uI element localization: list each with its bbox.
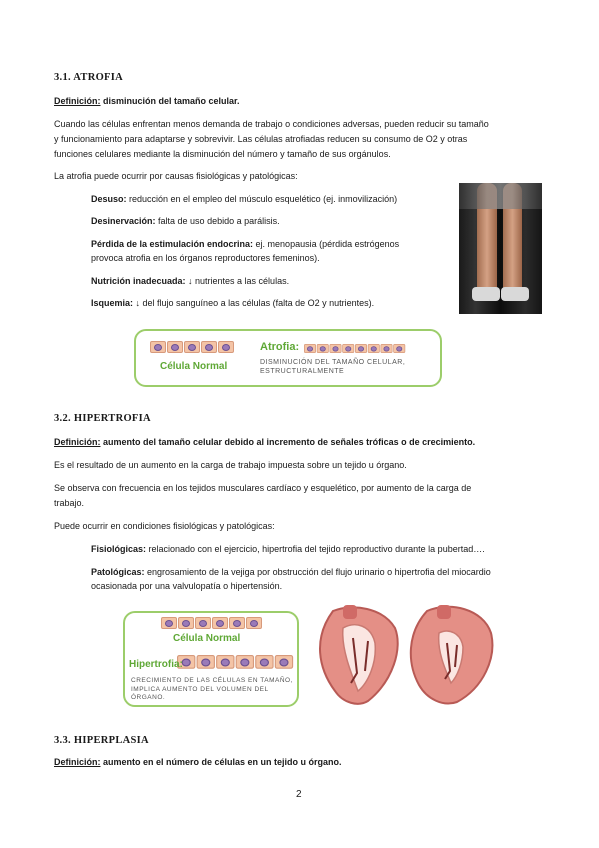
paragraph: La atrofia puede ocurrir por causas fisiológicas y patológicas: (54, 171, 298, 181)
definition-text: aumento en el número de células en un tejido u órgano. (100, 757, 342, 767)
cause-item (91, 275, 289, 288)
paragraph-line: Se observa con frecuencia en los tejidos musculares cardíaco y esquelético, por aumento de la carga de (54, 483, 472, 493)
paragraph: Es el resultado de un aumento en la carga de trabajo impuesta sobre un tejido u órgano. (54, 460, 407, 470)
condition-label: Patológicas: (91, 567, 145, 577)
condition-text: relacionado con el ejercicio, hipertrofia del tejido reproductivo durante la pubertad…. (146, 544, 485, 554)
section-heading-hipertrofia: 3.2. HIPERTROFIA (54, 413, 151, 424)
cause-text: reducción en el empleo del músculo esquelético (ej. inmovilización) (126, 194, 398, 204)
normal-heart-illustration (313, 603, 403, 706)
cause-item (91, 297, 374, 310)
condition-item (91, 566, 491, 579)
condition-item-continuation: ocasionada por una valvulopatía o hipertensión. (91, 581, 283, 591)
cause-item (91, 215, 280, 228)
cause-label: Pérdida de la estimulación endocrina: (91, 239, 254, 249)
definition-text: disminución del tamaño celular. (100, 96, 240, 106)
cause-label: Desinervación: (91, 216, 156, 226)
cause-item-continuation (91, 252, 320, 265)
paragraph-line: funciones celulares mediante la disminución del número y tamaño de sus orgánulos. (54, 149, 391, 159)
definition-label: Definición: (54, 437, 101, 447)
atrophy-diagram (134, 329, 442, 387)
definition-text: aumento del tamaño celular debido al incremento de señales tróficas o de crecimiento. (100, 437, 476, 447)
definition-hipertrofia (54, 436, 475, 449)
atrophied-leg-photo (459, 183, 542, 314)
condition-text: engrosamiento de la vejiga por obstrucción del flujo urinario o hipertrofia del miocardio (144, 567, 491, 577)
paragraph: Puede ocurrir en condiciones fisiológicas y patológicas: (54, 521, 275, 531)
cause-text: ↓ del flujo sanguíneo a las células (falta de O2 y nutrientes). (133, 298, 375, 308)
section-heading-hiperplasia: 3.3. HIPERPLASIA (54, 735, 149, 746)
hypertrophy-caption-line: IMPLICA AUMENTO DEL VOLUMEN DEL ÓRGANO. (131, 686, 269, 701)
definition-atrofia (54, 95, 240, 108)
cause-text: provoca atrofia en los órganos reproductores femeninos). (91, 253, 320, 263)
normal-cells (161, 617, 263, 629)
normal-cell-label: Célula Normal (173, 633, 241, 644)
cause-text: ej. menopausia (pérdida estrógenos (253, 239, 400, 249)
condition-item (91, 543, 485, 556)
atrophy-caption-line: ESTRUCTURALMENTE (260, 368, 345, 375)
cause-text: ↓ nutrientes a las células. (185, 276, 290, 286)
atrophy-caption-line: DISMINUCIÓN DEL TAMAÑO CELULAR, (260, 359, 406, 366)
cause-item (91, 193, 397, 206)
paragraph-line: y funcionamiento para adaptarse y sobrevivir. Las células atrofiadas reducen su consumo de O2 y otras (54, 134, 468, 144)
definition-label: Definición: (54, 96, 101, 106)
section-heading-atrofia: 3.1. ATROFIA (54, 72, 124, 83)
page-number: 2 (296, 789, 302, 800)
hypertrophied-cells (177, 655, 294, 669)
paragraph-line: trabajo. (54, 498, 85, 508)
definition-label: Definición: (54, 757, 101, 767)
cause-label: Desuso: (91, 194, 127, 204)
cause-text: falta de uso debido a parálisis. (155, 216, 280, 226)
cause-label: Isquemia: (91, 298, 134, 308)
normal-cells (150, 341, 235, 353)
normal-cell-label: Célula Normal (160, 361, 228, 372)
hypertrophy-label: Hipertrofia: (129, 659, 183, 670)
definition-hiperplasia (54, 756, 342, 769)
hypertrophic-heart-illustration (405, 603, 495, 706)
condition-label: Fisiológicas: (91, 544, 147, 554)
cause-label: Nutrición inadecuada: (91, 276, 186, 286)
hypertrophy-caption-line: CRECIMIENTO DE LAS CÉLULAS EN TAMAÑO, (131, 677, 293, 684)
cause-item (91, 238, 399, 251)
paragraph-line: Cuando las células enfrentan menos demanda de trabajo o condiciones adversas, pueden reducir su tamaño (54, 119, 489, 129)
hypertrophy-diagram (123, 611, 299, 707)
atrophy-label: Atrofia: (260, 341, 300, 353)
atrophied-cells (304, 344, 406, 353)
